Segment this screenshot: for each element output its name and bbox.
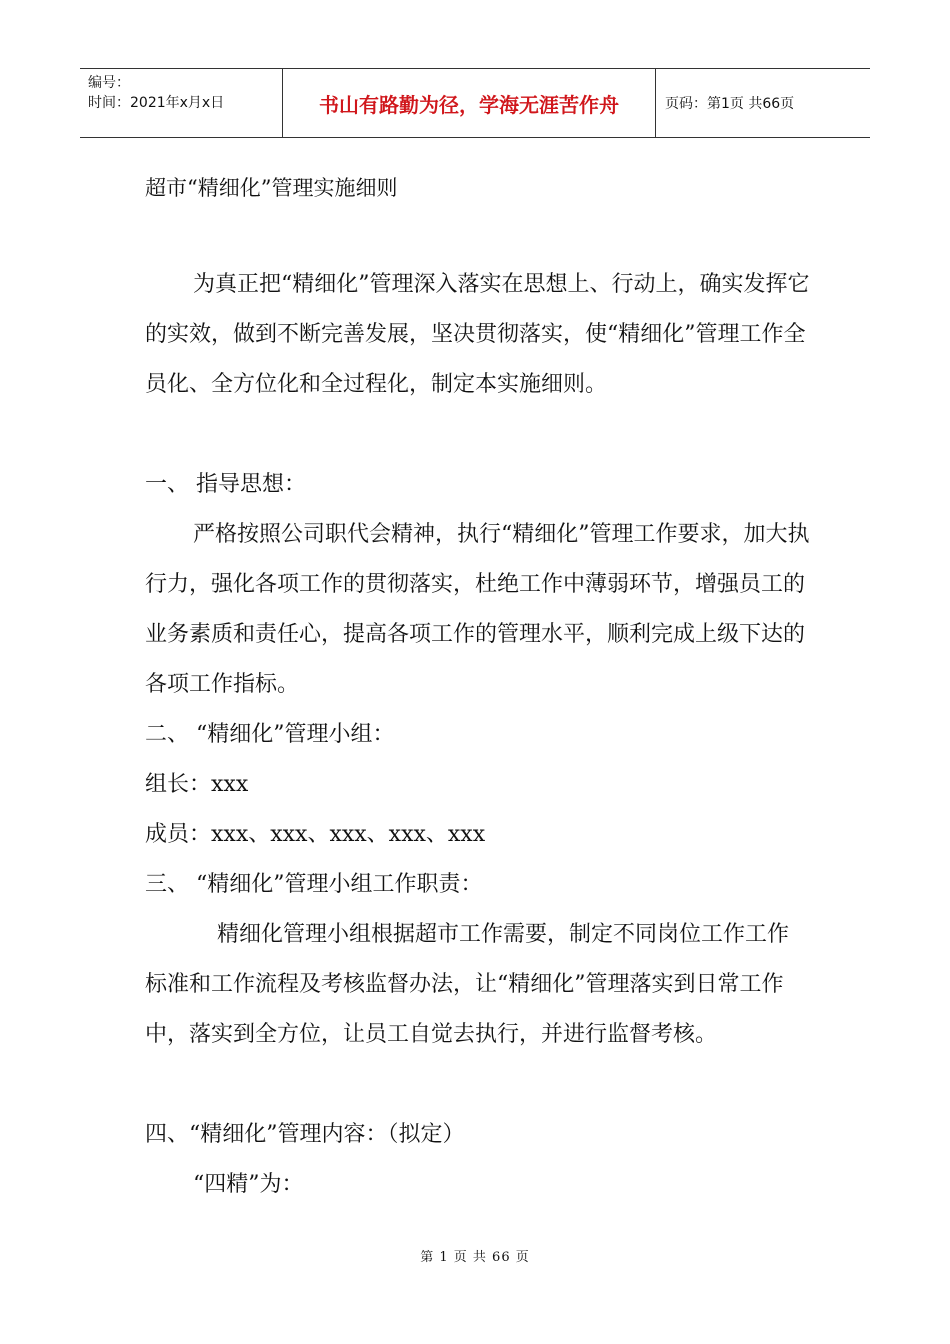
header-table [80,68,870,138]
members-line: 成员：xxx、xxx、xxx、xxx、xxx [145,822,486,847]
header-meta-cell [80,69,283,137]
section1-paragraph: 严格按照公司职代会精神，执行“精细化”管理工作要求，加大执行力，强化各项工作的贯彻落实，杜绝工作中薄弱环节，增强员工的业务素质和责任心，提高各项工作的管理水平，顺利完成上级下达的各项工作指标。 [145,522,810,697]
section3-heading: 三、 “精细化”管理小组工作职责： [145,872,483,897]
page-footer: 第 1 页 共 66 页 [420,1250,530,1265]
time-label: 时间：2021年x月x日 [88,95,225,111]
number-label: 编号： [88,75,130,91]
motto-text: 书山有路勤为径，学海无涯苦作舟 [319,92,619,117]
page-info: 页码：第1页 共66页 [665,96,795,112]
header-motto-cell [283,69,656,137]
section1-heading: 一、 指导思想： [145,472,306,497]
section2-heading: 二、 “精细化”管理小组： [145,722,395,747]
intro-paragraph: 为真正把“精细化”管理深入落实在思想上、行动上，确实发挥它的实效，做到不断完善发展，坚决贯彻落实，使“精细化”管理工作全员化、全方位化和全过程化，制定本实施细则。 [145,272,810,397]
section3-paragraph: 精细化管理小组根据超市工作需要，制定不同岗位工作工作标准和工作流程及考核监督办法，让“精细化”管理落实到日常工作中，落实到全方位，让员工自觉去执行，并进行监督考核。 [145,922,790,1047]
four-fine-line: “四精”为： [193,1172,304,1197]
header-page-cell [656,69,870,137]
section4-heading: 四、“精细化”管理内容：（拟定） [145,1122,465,1147]
leader-line: 组长：xxx [145,772,249,797]
document-title: 超市“精细化”管理实施细则 [145,176,398,200]
